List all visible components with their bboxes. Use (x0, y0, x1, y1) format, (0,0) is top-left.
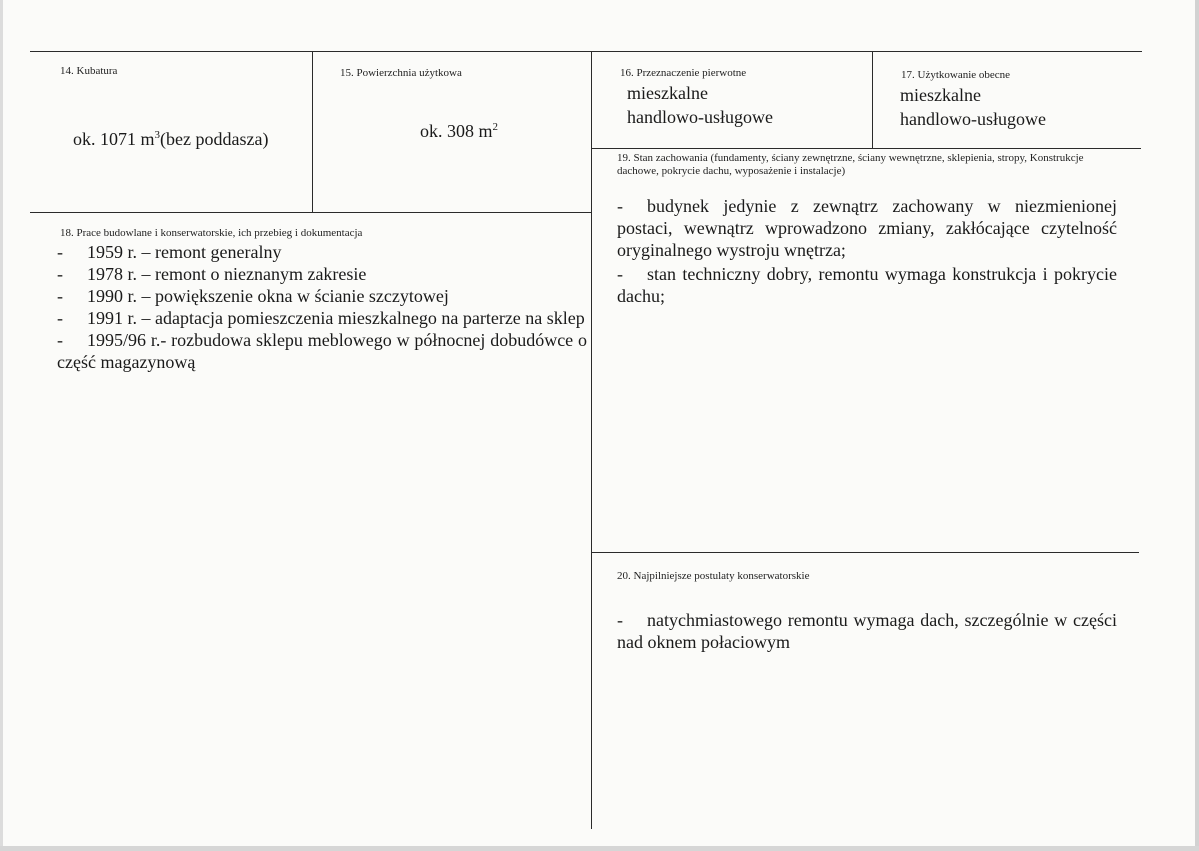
field-18-item (57, 263, 587, 285)
field-18-item (57, 307, 587, 329)
field-19-item-2 (617, 263, 1117, 307)
bullet-dash: - (57, 330, 63, 350)
scan-edge-bottom (0, 846, 1199, 851)
field-18-item-text: 1978 r. – remont o nieznanym zakresie (87, 264, 367, 284)
field-16-line-2: handlowo-usługowe (627, 107, 773, 127)
field-19-item-1 (617, 195, 1117, 261)
divider-16-17 (872, 51, 873, 148)
scan-edge-left (0, 0, 3, 851)
center-divider (591, 51, 592, 829)
field-18-item-text: 1990 r. – powiększenie okna w ścianie szczytowej (87, 286, 449, 306)
field-18-item (57, 329, 587, 373)
field-18-list (57, 241, 587, 373)
field-15-value-prefix: ok. 308 m (420, 121, 493, 141)
field-19-label: 19. Stan zachowania (fundamenty, ściany zewnętrzne, ściany wewnętrzne, sklepienia, stropy, Konstrukcje dachowe, pokrycie dachu, wyposażenie i instalacje) (617, 152, 1084, 177)
rule-below-16-17 (591, 148, 1141, 149)
field-19-item-2-text: stan techniczny dobry, remontu wymaga konstrukcja i pokrycie dachu; (617, 264, 1117, 306)
field-18-item (57, 241, 587, 263)
bullet-dash: - (57, 242, 63, 262)
bullet-dash: - (57, 286, 63, 306)
rule-below-14-15 (30, 212, 592, 213)
field-20-item-1-text: natychmiastowego remontu wymaga dach, szczególnie w części nad oknem połaciowym (617, 610, 1117, 652)
scan-edge-right (1195, 0, 1199, 851)
field-15-value-exponent: 2 (492, 121, 499, 133)
field-17-label: 17. Użytkowanie obecne (901, 69, 1011, 81)
field-17-line-1: mieszkalne (900, 85, 981, 105)
field-18-item-text: 1991 r. – adaptacja pomieszczenia mieszkalnego na parterze na sklep (87, 308, 585, 328)
field-14-value-prefix: ok. 1071 m (73, 129, 155, 149)
field-14-value-exponent: 3 (154, 129, 161, 141)
bullet-dash: - (617, 196, 623, 216)
field-17-line-2: handlowo-usługowe (900, 109, 1046, 129)
bullet-dash: - (617, 264, 623, 284)
field-18-item-text: 1959 r. – remont generalny (87, 242, 282, 262)
field-20-item-1 (617, 609, 1117, 653)
field-20-label: 20. Najpilniejsze postulaty konserwatorskie (617, 570, 810, 582)
top-rule (30, 51, 1142, 52)
field-14-label: 14. Kubatura (60, 65, 118, 77)
bullet-dash: - (57, 308, 63, 328)
bullet-dash: - (617, 610, 623, 630)
field-18-item (57, 285, 587, 307)
field-14-value-suffix: (bez poddasza) (160, 129, 269, 149)
rule-above-20 (591, 552, 1139, 553)
field-19-item-1-text: budynek jedynie z zewnątrz zachowany w niezmienionej postaci, wewnątrz wprowadzono zmiany, zakłócające czytelność oryginalnego wystroju wnętrza; (617, 196, 1117, 260)
bullet-dash: - (57, 264, 63, 284)
field-15-label: 15. Powierzchnia użytkowa (340, 67, 462, 79)
field-16-line-1: mieszkalne (627, 83, 708, 103)
field-16-label: 16. Przeznaczenie pierwotne (620, 67, 747, 79)
field-14-value (73, 128, 268, 150)
field-15-value (420, 120, 498, 142)
field-18-label: 18. Prace budowlane i konserwatorskie, ich przebieg i dokumentacja (60, 227, 363, 239)
field-18-item-text: 1995/96 r.- rozbudowa sklepu meblowego w północnej dobudówce o część magazynową (57, 330, 587, 372)
divider-14-15 (312, 51, 313, 213)
